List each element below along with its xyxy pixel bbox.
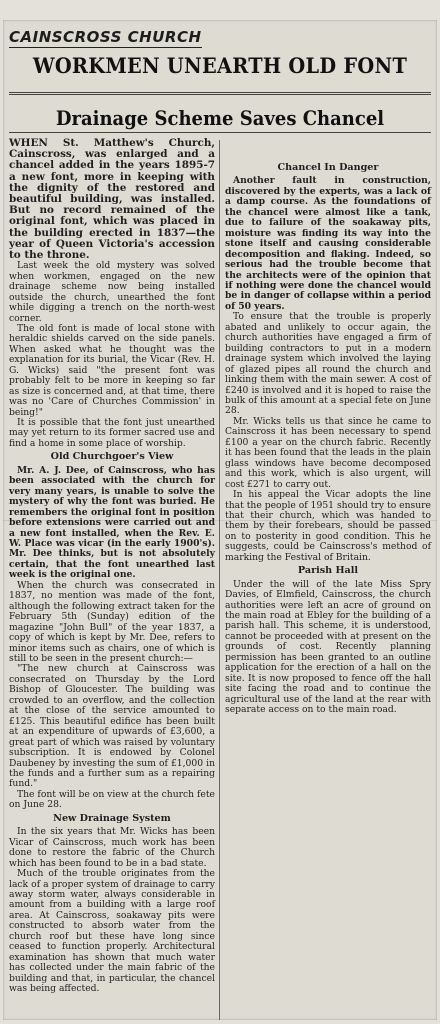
- quoted-extract: "The new church at Cainscross was consecrated on Thursday by the Lord Bishop of Gloucester. The building was crowded to an overflow, and the collection at the close of the service amounted to £125. This beautiful edifice has been built at an expenditure of upwards of £3,600, a great part of which was raised by voluntary subscription. It is endowed by Colonel Daubeney by investing the sum of £1,000 in the funds and a further sum as a repairing fund.": [9, 663, 215, 790]
- article-paragraph: It is possible that the font just unearthed may yet return to its former sacred use and find a home in some place of worship.: [9, 417, 215, 449]
- newspaper-clipping: [3, 20, 437, 1020]
- column-divider: [219, 140, 220, 1020]
- divider: [9, 132, 431, 133]
- right-column: [225, 160, 431, 716]
- article-paragraph: To ensure that the trouble is properly abated and unlikely to occur again, the church authorities have engaged a firm of building contractors to put in a modern drainage system which involved the laying of glazed pipes all round the church and linking them with the main sewer. A cost of £240 is involved and it is hoped to raise the bulk of this amount at a special fete on June 28.: [225, 311, 431, 417]
- article-paragraph: Mr. A. J. Dee, of Cainscross, who has been associated with the church for very many years, is unable to solve the mystery of why the font was buried. He remembers the original font in position before extensions were carried out and a new font installed, when the Rev. E. W. Place was vicar (in the early 1900's). Mr. Dee thinks, but is not absolutely certain, that the font unearthed last week is the original one.: [9, 464, 215, 581]
- divider: [9, 94, 431, 95]
- section-heading: Parish Hall: [297, 565, 359, 577]
- article-paragraph: Another fault in construction, discovered by the experts, was a lack of a damp course. As the foundations of the chancel were almost like a tank, due to failure of the soakaway pits, moisture was finding its way into the stone itself and causing considerable decomposition and flaking. Indeed, so serious had the trouble become that the architects were of the opinion that if nothing were done the chancel would be in danger of collapse within a period of 50 years.: [225, 175, 431, 312]
- kicker-label: CAINSCROSS CHURCH: [9, 28, 202, 46]
- section-heading: New Drainage System: [53, 812, 171, 824]
- article-paragraph: Last week the old mystery was solved when workmen, engaged on the new drainage scheme now being installed outside the church, unearthed the font while digging a trench on the north-west corner.: [9, 260, 215, 324]
- divider: [9, 92, 431, 93]
- article-paragraph: When the church was consecrated in 1837, no mention was made of the font, although the following extract taken for the February 5th (Sunday) edition of the magazine "John Bull" of the year 1837, a copy of which is kept by Mr. Dee, refers to minor items such as chairs, one of which is still to be seen in the present church:—: [9, 579, 215, 664]
- article-paragraph: Much of the trouble originates from the lack of a proper system of drainage to carry away storm water, always considerable in amount from a building with a large roof area. At Cainscross, soakaway pits were constructed to absorb water from the church roof but these have long since ceased to function properly. Architectural examination has shown that much water has collected under the main fabric of the building and that, in particular, the chancel was being affected.: [9, 868, 215, 995]
- article-paragraph: In the six years that Mr. Wicks has been Vicar of Cainscross, much work has been done to restore the fabric of the Church which has been found to be in a bad state.: [9, 826, 215, 869]
- left-column: [9, 138, 215, 995]
- section-heading: Chancel In Danger: [277, 162, 379, 173]
- paper-fold-line: [3, 520, 437, 521]
- headline: WORKMEN UNEARTH OLD FONT: [32, 53, 408, 78]
- section-heading: Old Churchgoer's View: [50, 451, 174, 463]
- article-paragraph: Under the will of the late Miss Spry Davies, of Elmfield, Cainscross, the church authorities were left an acre of ground on the main road at Ebley for the building of a parish hall. This scheme, it is understood, cannot be proceeded with at present on the grounds of cost. Recently planning permission has been granted to an outline application for the erection of a hall on the site. It is now proposed to fence off the hall site facing the road and to continue the agricultural use of the land at the rear with separate access on to the main road.: [225, 578, 431, 716]
- subheadline: Drainage Scheme Saves Chancel: [55, 106, 385, 130]
- article-paragraph: In his appeal the Vicar adopts the line that the people of 1951 should try to ensure that their church, which was handed to them by their forebears, should be passed on to posterity in good condition. This he suggests, could be Cainscross's method of marking the Festival of Britain.: [225, 489, 431, 563]
- article-paragraph: The font will be on view at the church fete on June 28.: [9, 788, 215, 811]
- article-paragraph: The old font is made of local stone with heraldic shields carved on the side panels. When asked what he thought was the explanation for its burial, the Vicar (Rev. H. G. Wicks) said "the present font was probably felt to be more in keeping so far as size is concerned and, at that time, there was no 'Care of Churches Commission' in being!": [9, 322, 215, 418]
- article-paragraph: Mr. Wicks tells us that since he came to Cainscross it has been necessary to spend £100 a year on the church fabric. Recently it has been found that the leads in the plain glass windows have become decomposed and this work, which is also urgent, will cost £271 to carry out.: [225, 415, 431, 490]
- lead-paragraph: WHEN St. Matthew's Church, Cainscross, was enlarged and a chancel added in the years 1895-7 a new font, more in keeping with the dignity of the restored and beautiful building, was installed. But no record remained of the original font, which was placed in the building erected in 1837—the year of Queen Victoria's accession to the throne.: [9, 137, 215, 262]
